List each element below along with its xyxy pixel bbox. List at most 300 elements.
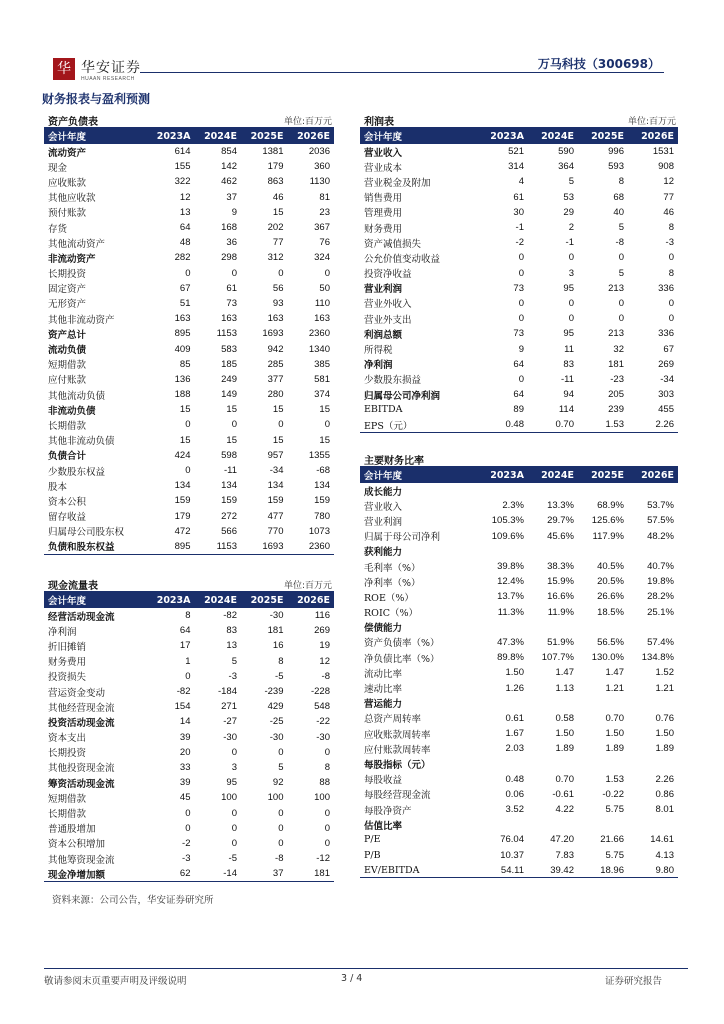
table-row bbox=[44, 372, 334, 387]
ratios-block bbox=[360, 451, 678, 878]
row-label: 资产负债率（%） bbox=[364, 638, 440, 650]
row-value: 13.3% bbox=[547, 500, 574, 512]
row-label: 流动资产 bbox=[48, 147, 87, 159]
cash-flow-head bbox=[44, 576, 334, 592]
row-label: 现金 bbox=[48, 162, 68, 174]
row-value: 770 bbox=[267, 525, 284, 537]
column-header-year: 2024E bbox=[528, 128, 578, 144]
table-row bbox=[360, 498, 678, 513]
table-row bbox=[44, 539, 334, 554]
row-value: 56 bbox=[272, 282, 284, 294]
table-row bbox=[360, 544, 678, 559]
row-value: 15 bbox=[319, 404, 330, 416]
row-value: 38.3% bbox=[547, 561, 574, 573]
cash-flow-unit: 单位:百万元 bbox=[283, 581, 332, 591]
row-value: 0 bbox=[278, 746, 284, 758]
row-value: 1 bbox=[185, 655, 191, 667]
row-value: 15 bbox=[179, 404, 191, 416]
row-value: 76 bbox=[319, 237, 330, 249]
row-value: 12 bbox=[319, 655, 330, 667]
row-value: 2.26 bbox=[655, 773, 674, 785]
row-value: 583 bbox=[221, 343, 237, 355]
row-value: 48 bbox=[179, 237, 191, 249]
row-value: 0 bbox=[185, 465, 191, 477]
table-row bbox=[360, 848, 678, 863]
income-statement-title: 利润表 bbox=[364, 117, 394, 128]
row-value: -12 bbox=[316, 853, 330, 865]
table-row bbox=[44, 159, 334, 174]
row-label: 资本支出 bbox=[48, 733, 87, 745]
row-value: 88 bbox=[319, 777, 330, 789]
row-value: -0.22 bbox=[602, 788, 624, 800]
row-value: 282 bbox=[174, 252, 191, 264]
row-label: EPS（元） bbox=[360, 417, 478, 432]
row-value: 0.76 bbox=[655, 712, 674, 724]
row-value: 0.06 bbox=[505, 788, 524, 800]
row-value: 64 bbox=[513, 358, 524, 370]
row-label: 应付账款周转率 bbox=[364, 744, 431, 756]
row-value: 29 bbox=[563, 206, 574, 218]
row-value: 46 bbox=[663, 206, 674, 218]
row-value: 0.70 bbox=[605, 712, 624, 724]
row-value: 5 bbox=[231, 655, 237, 667]
row-value: 0 bbox=[668, 252, 674, 264]
row-value: 1.50 bbox=[605, 728, 624, 740]
row-value: 0.58 bbox=[555, 712, 574, 724]
row-value: 1.47 bbox=[605, 667, 624, 679]
row-value: 0 bbox=[324, 267, 330, 279]
row-value: 942 bbox=[267, 343, 284, 355]
row-value bbox=[578, 620, 628, 635]
row-label: 管理费用 bbox=[364, 208, 403, 220]
row-value: 15.9% bbox=[547, 576, 574, 588]
row-value: -34 bbox=[269, 465, 284, 477]
row-value: 51.9% bbox=[547, 636, 574, 648]
table-row bbox=[44, 524, 334, 539]
footer-divider bbox=[44, 968, 688, 969]
row-value: -2 bbox=[515, 237, 524, 249]
row-value: 39.8% bbox=[497, 561, 524, 573]
row-value: 64 bbox=[179, 625, 191, 637]
row-value: 996 bbox=[608, 146, 624, 158]
table-row bbox=[44, 714, 334, 729]
row-value: 26.6% bbox=[597, 591, 624, 603]
row-value: 16 bbox=[272, 640, 284, 652]
row-value: -30 bbox=[269, 731, 284, 743]
column-header-year: 2025E bbox=[578, 128, 628, 144]
row-label: 营业利润 bbox=[364, 284, 403, 296]
row-value: 322 bbox=[174, 176, 191, 188]
table-row bbox=[360, 144, 678, 159]
row-label: 营业收入 bbox=[364, 501, 403, 513]
row-value: 159 bbox=[314, 495, 330, 507]
row-label: 普通股增加 bbox=[48, 824, 96, 836]
row-value: 5 bbox=[278, 761, 284, 773]
row-value: 159 bbox=[174, 495, 191, 507]
row-label: 其他非流动负债 bbox=[48, 436, 115, 448]
row-value: 163 bbox=[221, 313, 237, 325]
row-label: 其他流动资产 bbox=[48, 238, 106, 250]
row-value bbox=[628, 483, 678, 498]
row-value: 53.7% bbox=[647, 500, 674, 512]
row-value: 0 bbox=[568, 313, 574, 325]
row-label: 长期投资 bbox=[48, 269, 87, 281]
row-value: 109.6% bbox=[491, 530, 524, 542]
row-label: 负债和股东权益 bbox=[44, 539, 148, 554]
balance-sheet-head bbox=[44, 112, 334, 128]
balance-sheet-table bbox=[44, 128, 334, 555]
table-row bbox=[44, 760, 334, 775]
cash-flow-table bbox=[44, 592, 334, 882]
row-value: 53 bbox=[563, 191, 574, 203]
row-label: 速动比率 bbox=[364, 684, 403, 696]
row-value: 8 bbox=[324, 761, 330, 773]
row-value: 1.67 bbox=[505, 728, 524, 740]
row-value: 73 bbox=[226, 297, 237, 309]
row-value: 16.6% bbox=[547, 591, 574, 603]
row-value: 0 bbox=[518, 267, 524, 279]
column-header-year: 2026E bbox=[628, 128, 678, 144]
row-value: 0 bbox=[568, 297, 574, 309]
income-statement-head bbox=[360, 112, 678, 128]
row-value: 360 bbox=[314, 161, 330, 173]
row-value: 159 bbox=[221, 495, 237, 507]
row-value: 15 bbox=[272, 404, 284, 416]
row-value: 57.4% bbox=[647, 636, 674, 648]
table-row bbox=[360, 341, 678, 356]
table-row bbox=[44, 448, 334, 463]
row-label: 所得税 bbox=[364, 345, 393, 357]
table-row bbox=[44, 174, 334, 189]
table-row bbox=[44, 851, 334, 866]
row-value: 116 bbox=[314, 610, 330, 622]
row-value: 5 bbox=[618, 267, 624, 279]
table-row bbox=[360, 589, 678, 604]
row-value: 7.83 bbox=[555, 849, 574, 861]
row-value: 1.53 bbox=[605, 773, 624, 785]
row-label: 应收账款 bbox=[48, 177, 87, 189]
row-value: 8 bbox=[278, 655, 284, 667]
row-label: 净利润 bbox=[48, 626, 77, 638]
table-row bbox=[44, 821, 334, 836]
row-label: 少数股东权益 bbox=[48, 466, 106, 478]
column-header-label: 会计年度 bbox=[360, 128, 478, 144]
row-value: 2360 bbox=[308, 328, 330, 340]
cash-flow-block bbox=[44, 576, 334, 882]
row-label: 投资活动现金流 bbox=[48, 717, 115, 729]
row-label: 估值比率 bbox=[364, 820, 403, 832]
row-value: 159 bbox=[267, 495, 284, 507]
row-value: 0 bbox=[668, 297, 674, 309]
table-row bbox=[360, 311, 678, 326]
row-value: 2.26 bbox=[628, 417, 678, 432]
row-value: 9.80 bbox=[628, 863, 678, 878]
row-value: 385 bbox=[314, 358, 330, 370]
logo-text: 华安证券 bbox=[81, 60, 141, 76]
column-header-year: 2026E bbox=[288, 128, 335, 144]
row-value: 21.66 bbox=[600, 834, 624, 846]
row-label: 总资产周转率 bbox=[364, 714, 422, 726]
row-value: 0 bbox=[278, 837, 284, 849]
row-value: 40.7% bbox=[647, 561, 674, 573]
row-value: 11 bbox=[564, 343, 574, 355]
row-value: 0 bbox=[518, 252, 524, 264]
row-value bbox=[478, 620, 528, 635]
row-value: 76.04 bbox=[500, 834, 524, 846]
table-row bbox=[360, 756, 678, 771]
row-value: -22 bbox=[316, 716, 330, 728]
row-value bbox=[528, 756, 578, 771]
row-value: 895 bbox=[174, 328, 191, 340]
row-value: 39 bbox=[179, 731, 191, 743]
table-row bbox=[360, 574, 678, 589]
row-label: 非流动负债 bbox=[48, 405, 96, 417]
column-header-label: 会计年度 bbox=[360, 467, 478, 483]
row-value: 1.89 bbox=[605, 743, 624, 755]
column-header-year: 2025E bbox=[241, 592, 288, 608]
row-value: 336 bbox=[658, 282, 674, 294]
row-label: 无形资产 bbox=[48, 299, 87, 311]
row-value bbox=[478, 544, 528, 559]
row-value: 581 bbox=[314, 373, 330, 385]
table-row bbox=[44, 311, 334, 326]
row-value: 36 bbox=[226, 237, 237, 249]
row-value: 33 bbox=[179, 761, 191, 773]
table-row bbox=[44, 623, 334, 638]
table-row bbox=[44, 463, 334, 478]
row-label: 每股指标（元） bbox=[364, 759, 431, 771]
row-value: 0 bbox=[231, 746, 237, 758]
row-value: 155 bbox=[174, 161, 191, 173]
row-value: 142 bbox=[221, 161, 237, 173]
row-value: 81 bbox=[319, 191, 330, 203]
row-value: 598 bbox=[221, 449, 237, 461]
row-value: 54.11 bbox=[478, 863, 528, 878]
row-value: -2 bbox=[182, 837, 191, 849]
row-value: 110 bbox=[314, 297, 330, 309]
row-value: 61 bbox=[513, 191, 524, 203]
row-value: 85 bbox=[179, 358, 191, 370]
row-value: 64 bbox=[179, 222, 191, 234]
logo-subtext: HUAAN RESEARCH bbox=[81, 76, 135, 82]
row-value: 64 bbox=[513, 389, 524, 401]
row-value: 0 bbox=[231, 267, 237, 279]
row-label: 其他经营现金流 bbox=[48, 702, 115, 714]
row-label: 毛利率（%） bbox=[364, 562, 421, 574]
row-label: 股本 bbox=[48, 481, 68, 493]
row-value: 29.7% bbox=[547, 515, 574, 527]
row-value: 117.9% bbox=[592, 530, 624, 542]
table-row bbox=[44, 266, 334, 281]
table-row bbox=[360, 772, 678, 787]
row-label: 营业外收入 bbox=[364, 299, 412, 311]
row-label: 短期借款 bbox=[48, 793, 87, 805]
row-value: 95 bbox=[563, 282, 574, 294]
row-label: 筹资活动现金流 bbox=[48, 778, 115, 790]
row-label: 每股经营现金流 bbox=[364, 790, 431, 802]
table-row bbox=[360, 680, 678, 695]
row-value bbox=[628, 620, 678, 635]
row-label: 投资损失 bbox=[48, 672, 87, 684]
row-value: 312 bbox=[267, 252, 284, 264]
row-value: 0 bbox=[278, 419, 284, 431]
row-value: 280 bbox=[267, 389, 284, 401]
row-value: 57.5% bbox=[647, 515, 674, 527]
row-value: 149 bbox=[221, 389, 237, 401]
column-header-year: 2024E bbox=[195, 128, 242, 144]
row-value: 3 bbox=[231, 761, 237, 773]
row-label: 其他非流动资产 bbox=[48, 314, 115, 326]
table-row bbox=[360, 817, 678, 832]
row-label: 应付账款 bbox=[48, 375, 87, 387]
table-row bbox=[44, 805, 334, 820]
table-row bbox=[360, 266, 678, 281]
row-value: 0 bbox=[324, 837, 330, 849]
row-value: 8 bbox=[618, 176, 624, 188]
column-header-year: 2023A bbox=[148, 592, 195, 608]
row-label: 营运能力 bbox=[364, 699, 403, 711]
table-row bbox=[44, 745, 334, 760]
row-label: 长期投资 bbox=[48, 748, 87, 760]
row-value: 83 bbox=[563, 358, 574, 370]
table-row bbox=[44, 699, 334, 714]
row-value: 15 bbox=[226, 434, 237, 446]
table-row bbox=[360, 402, 678, 417]
table-row bbox=[360, 417, 678, 432]
row-label: 固定资产 bbox=[48, 284, 87, 296]
row-value: 50 bbox=[319, 282, 330, 294]
row-value bbox=[578, 696, 628, 711]
row-label: 公允价值变动收益 bbox=[364, 253, 441, 265]
row-value: 614 bbox=[174, 146, 191, 158]
row-value: 47.3% bbox=[497, 636, 524, 648]
table-row bbox=[360, 159, 678, 174]
header-divider bbox=[140, 72, 664, 73]
ratios-table bbox=[360, 467, 678, 878]
table-row bbox=[44, 402, 334, 417]
row-value: 37 bbox=[226, 191, 237, 203]
income-statement-block bbox=[360, 112, 678, 433]
row-value: 0.48 bbox=[505, 773, 524, 785]
row-value: 472 bbox=[174, 525, 191, 537]
row-value: 895 bbox=[148, 539, 195, 554]
row-value: 0 bbox=[231, 822, 237, 834]
row-label: 营业收入 bbox=[364, 147, 403, 159]
row-value: 94 bbox=[563, 389, 574, 401]
row-value: 5 bbox=[568, 176, 574, 188]
row-value: -27 bbox=[223, 716, 237, 728]
row-value: 4.22 bbox=[555, 804, 574, 816]
row-value: 14 bbox=[179, 716, 191, 728]
row-value: 202 bbox=[267, 222, 284, 234]
row-value: 134 bbox=[174, 480, 191, 492]
row-value: 0 bbox=[231, 837, 237, 849]
row-value: 77 bbox=[663, 191, 674, 203]
table-row bbox=[44, 638, 334, 653]
table-row bbox=[360, 620, 678, 635]
row-label: 负债合计 bbox=[48, 451, 87, 463]
income-statement-unit: 单位:百万元 bbox=[627, 117, 676, 127]
table-row bbox=[360, 357, 678, 372]
row-value: -14 bbox=[195, 866, 242, 881]
row-label: EBITDA bbox=[364, 404, 403, 416]
row-value: 477 bbox=[267, 510, 284, 522]
row-value: 1.50 bbox=[505, 667, 524, 679]
row-value: 780 bbox=[314, 510, 330, 522]
row-value: 13 bbox=[179, 206, 191, 218]
row-value: -3 bbox=[228, 670, 237, 682]
row-value bbox=[478, 817, 528, 832]
table-row bbox=[44, 144, 334, 159]
row-value: 0 bbox=[618, 313, 624, 325]
row-value bbox=[528, 544, 578, 559]
ratios-title: 主要财务比率 bbox=[364, 456, 424, 467]
table-row bbox=[44, 220, 334, 235]
row-value: 40 bbox=[613, 206, 624, 218]
row-value: 213 bbox=[608, 282, 624, 294]
row-value: 548 bbox=[314, 701, 330, 713]
row-value: 0 bbox=[278, 822, 284, 834]
company-name: 万马科技（300698） bbox=[537, 57, 660, 71]
row-value: 10.37 bbox=[500, 849, 524, 861]
row-value: 5.75 bbox=[605, 804, 624, 816]
row-value: 107.7% bbox=[541, 652, 574, 664]
row-value: 0 bbox=[618, 252, 624, 264]
row-value: 314 bbox=[508, 161, 524, 173]
row-value: 163 bbox=[267, 313, 284, 325]
row-value: 0 bbox=[231, 807, 237, 819]
row-label: 留存收益 bbox=[48, 512, 87, 524]
row-label: 经营活动现金流 bbox=[48, 611, 115, 623]
row-label: ROIC（%） bbox=[364, 608, 418, 620]
row-label: 营业税金及附加 bbox=[364, 177, 431, 189]
row-value: 424 bbox=[174, 449, 191, 461]
table-row bbox=[360, 863, 678, 878]
row-value: 2.03 bbox=[505, 743, 524, 755]
table-row bbox=[44, 684, 334, 699]
table-row bbox=[360, 529, 678, 544]
row-value: -5 bbox=[228, 853, 237, 865]
row-value bbox=[578, 756, 628, 771]
row-value: 56.5% bbox=[597, 636, 624, 648]
row-value: 40.5% bbox=[597, 561, 624, 573]
row-value: 1.47 bbox=[555, 667, 574, 679]
row-value: 181 bbox=[608, 358, 624, 370]
table-row bbox=[360, 665, 678, 680]
balance-sheet-title: 资产负债表 bbox=[48, 117, 98, 128]
balance-sheet-block bbox=[44, 112, 334, 555]
table-row bbox=[44, 296, 334, 311]
row-label: 销售费用 bbox=[364, 193, 403, 205]
row-label: 资本公积增加 bbox=[48, 839, 106, 851]
row-value: 429 bbox=[267, 701, 284, 713]
row-label: 偿债能力 bbox=[364, 623, 403, 635]
row-label: 其他投资现金流 bbox=[48, 763, 115, 775]
row-label: 长期借款 bbox=[48, 420, 87, 432]
row-value bbox=[628, 696, 678, 711]
row-value: 95 bbox=[226, 777, 237, 789]
row-value: 23 bbox=[319, 206, 330, 218]
row-value bbox=[578, 817, 628, 832]
row-label: 每股净资产 bbox=[364, 805, 412, 817]
table-row bbox=[44, 341, 334, 356]
row-value: -5 bbox=[275, 670, 284, 682]
row-value: 179 bbox=[267, 161, 284, 173]
table-row bbox=[44, 417, 334, 432]
row-value: 2.3% bbox=[502, 500, 524, 512]
row-value: 908 bbox=[658, 161, 674, 173]
source-note: 资料来源：公司公告，华安证券研究所 bbox=[52, 895, 214, 906]
